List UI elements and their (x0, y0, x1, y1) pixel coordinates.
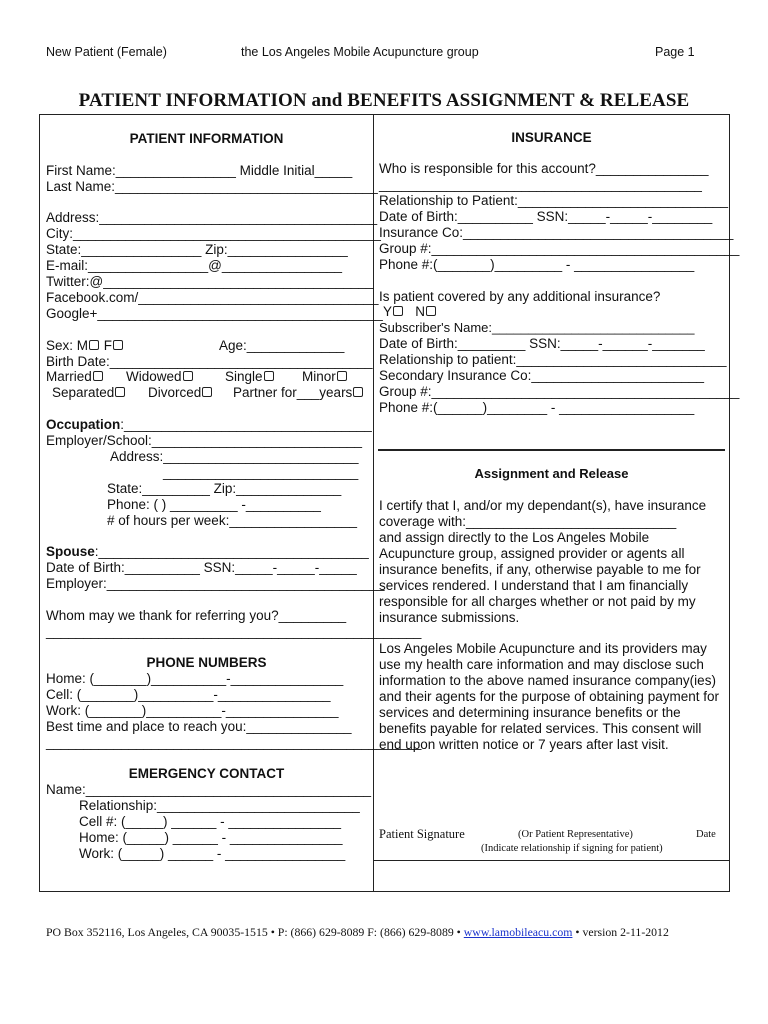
separated-checkbox[interactable] (115, 387, 125, 397)
emergency-cell-field[interactable]: Cell #: (_____) ______ - _______________ (79, 814, 341, 829)
footer-address: PO Box 352116, Los Angeles, CA 90035-1515 • P: (866) 629-8089 F: (866) 629-8089 • (46, 925, 461, 939)
widowed-label: Widowed (126, 369, 182, 384)
page-title: PATIENT INFORMATION and BENEFITS ASSIGNMENT & RELEASE (78, 90, 690, 111)
emergency-home-field[interactable]: Home: (_____) ______ - _______________ (79, 830, 343, 845)
partner-label: Partner for___years (233, 385, 353, 400)
referral-line[interactable]: __________________________________________________ (46, 624, 422, 639)
yes-label: Y (383, 304, 393, 319)
patient-info-heading: PATIENT INFORMATION (129, 131, 284, 146)
married-label: Married (46, 369, 92, 384)
divorced-label: Divorced (148, 385, 202, 400)
best-time-line[interactable]: __________________________________________________ (46, 735, 422, 750)
footer (46, 925, 669, 940)
single-label: Single (225, 369, 263, 384)
spouse-employer-field[interactable]: Employer:_____________________________________ (46, 576, 385, 591)
insurance-phone-field[interactable]: Phone #:(_______)_________ - ________________ (379, 257, 695, 272)
coverage-with-field[interactable]: coverage with:____________________________ (379, 514, 677, 529)
insurance-heading: INSURANCE (511, 130, 592, 145)
widowed-option (126, 369, 194, 385)
group-number-field[interactable]: Group #:_________________________________________ (379, 241, 740, 256)
section-divider (378, 449, 725, 451)
spouse-field[interactable] (46, 544, 369, 560)
sex-f-checkbox[interactable] (113, 340, 123, 350)
twitter-field[interactable]: Twitter:@____________________________________ (46, 274, 374, 289)
assignment-para1: and assign directly to the Los Angeles Mobile Acupuncture group, assigned provider or agents all insurance benefits, if any, otherwise payable to me for services rendered. I understand that I am financially responsible for all charges whether or not paid by my insurance submissions. (379, 530, 701, 625)
assignment-para2: Los Angeles Mobile Acupuncture and its providers may use my health care information and may disclose such information to the above named insurance company(ies) and their agents for the purpose of obtaining payment for services and determining insurance benefits or the benefits payable for related services. This consent will end upon written notice or 7 years after last visit. (379, 641, 719, 752)
best-time-field[interactable]: Best time and place to reach you:______________ (46, 719, 352, 734)
occupation-field[interactable] (46, 417, 372, 433)
form-name: New Patient (Female) (46, 45, 167, 59)
yes-checkbox[interactable] (393, 306, 403, 316)
emergency-work-field[interactable]: Work: (_____) ______ - ________________ (79, 846, 346, 861)
single-option (225, 369, 275, 385)
single-checkbox[interactable] (264, 371, 274, 381)
sex-m-checkbox[interactable] (89, 340, 99, 350)
insurance-co-field[interactable]: Insurance Co:____________________________________ (379, 225, 734, 240)
subscriber-relationship-field[interactable]: Relationship to patient:____________________________ (379, 352, 727, 367)
relationship-field[interactable]: Relationship to Patient:____________________________ (379, 193, 729, 208)
first-name-field[interactable]: First Name:________________ Middle Initial_____ (46, 163, 353, 178)
secondary-phone-field[interactable]: Phone #:(______)________ - __________________ (379, 400, 695, 415)
hours-per-week-field[interactable]: # of hours per week:_________________ (107, 513, 357, 528)
website-link[interactable]: www.lamobileacu.com (463, 925, 573, 939)
emergency-name-field[interactable]: Name:______________________________________ (46, 782, 372, 797)
work-phone-field[interactable]: Work: (_______)__________-_______________ (46, 703, 339, 718)
assignment-para1-line1: I certify that I, and/or my dependant(s), have insurance (379, 498, 707, 513)
patient-signature-label[interactable]: Patient Signature (379, 827, 465, 841)
occupation-label: Occupation (46, 417, 121, 432)
signature-bottom-line (373, 860, 730, 861)
employer-phone-field[interactable]: Phone: ( ) _________ -__________ (107, 497, 321, 512)
home-phone-field[interactable]: Home: (_______)__________-_______________ (46, 671, 344, 686)
address-field[interactable]: Address:_____________________________________ (46, 210, 378, 225)
sex-label: Sex: M (46, 338, 89, 353)
widowed-checkbox[interactable] (183, 371, 193, 381)
insured-dob-ssn-field[interactable]: Date of Birth:__________ SSN:_____-_____-________ (379, 209, 713, 224)
occupation-line: :_________________________________ (120, 417, 372, 432)
assignment-heading: Assignment and Release (474, 466, 629, 481)
divorced-option (148, 385, 213, 401)
employer-field[interactable]: Employer/School:____________________________ (46, 433, 363, 448)
indicate-relationship-label: (Indicate relationship if signing for patient) (481, 843, 663, 854)
facebook-field[interactable]: Facebook.com/________________________________ (46, 290, 379, 305)
secondary-insurance-field[interactable]: Secondary Insurance Co:_______________________ (379, 368, 705, 383)
employer-address-line2[interactable]: __________________________ (163, 465, 359, 480)
no-checkbox[interactable] (426, 306, 436, 316)
divorced-checkbox[interactable] (202, 387, 212, 397)
cell-phone-field[interactable]: Cell: (_______)__________-_______________ (46, 687, 331, 702)
representative-label: (Or Patient Representative) (518, 829, 633, 840)
employer-address-field[interactable]: Address:__________________________ (110, 449, 359, 464)
partner-option (233, 385, 364, 401)
emergency-relationship-field[interactable]: Relationship:___________________________ (79, 798, 360, 813)
referral-field[interactable]: Whom may we thank for referring you?_________ (46, 608, 347, 623)
partner-checkbox[interactable] (353, 387, 363, 397)
page-number: Page 1 (655, 45, 695, 59)
minor-checkbox[interactable] (337, 371, 347, 381)
spouse-dob-ssn-field[interactable]: Date of Birth:__________ SSN:_____-_____-_____ (46, 560, 357, 575)
secondary-group-field[interactable]: Group #:_________________________________________ (379, 384, 740, 399)
subscriber-name-field[interactable]: Subscriber's Name:____________________________ (379, 320, 695, 335)
state-zip-field[interactable]: State:________________ Zip:________________ (46, 242, 348, 257)
sex-f-label: F (103, 338, 113, 353)
married-checkbox[interactable] (93, 371, 103, 381)
minor-option (302, 369, 348, 385)
group-name: the Los Angeles Mobile Acupuncture group (241, 45, 479, 59)
last-name-field[interactable]: Last Name:___________________________________ (46, 179, 378, 194)
subscriber-dob-ssn-field[interactable]: Date of Birth:_________ SSN:_____-______-_______ (379, 336, 705, 351)
email-field[interactable]: E-mail:________________@________________ (46, 258, 342, 273)
additional-insurance-question: Is patient covered by any additional insurance? (379, 289, 661, 304)
city-field[interactable]: City:_________________________________________ (46, 226, 381, 241)
sex-field (46, 338, 124, 354)
responsible-line[interactable]: ___________________________________________ (379, 177, 702, 192)
employer-state-zip-field[interactable]: State:_________ Zip:______________ (107, 481, 342, 496)
footer-version: • version 2-11-2012 (575, 925, 669, 939)
minor-label: Minor (302, 369, 336, 384)
responsible-field[interactable]: Who is responsible for this account?_______________ (379, 161, 709, 176)
spouse-line: :____________________________________ (94, 544, 369, 559)
spouse-label: Spouse (46, 544, 95, 559)
age-field[interactable]: Age:_____________ (219, 338, 345, 353)
separated-option (52, 385, 126, 401)
google-field[interactable]: Google+______________________________________ (46, 306, 383, 321)
phone-numbers-heading: PHONE NUMBERS (146, 655, 267, 670)
emergency-contact-heading: EMERGENCY CONTACT (128, 766, 285, 781)
additional-insurance-options (383, 304, 437, 320)
no-label: N (415, 304, 426, 319)
separated-label: Separated (52, 385, 115, 400)
date-label[interactable]: Date (696, 829, 716, 840)
birth-date-field[interactable]: Birth Date:___________________________________ (46, 354, 373, 369)
married-option (46, 369, 104, 385)
